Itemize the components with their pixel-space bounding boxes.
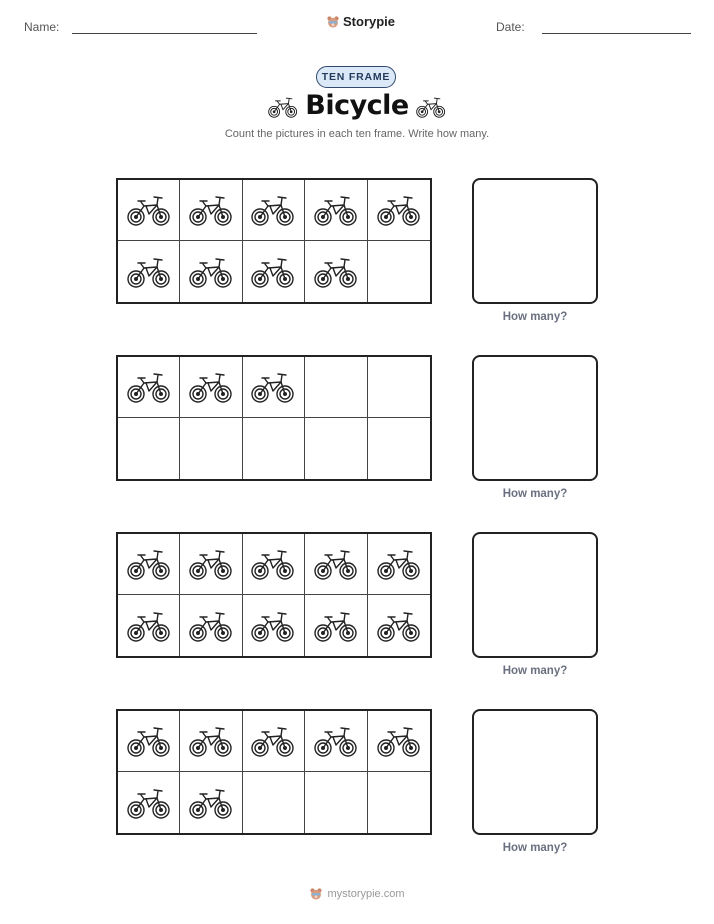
ten-frame-cell bbox=[118, 357, 180, 418]
answer-box[interactable] bbox=[472, 532, 598, 658]
bicycle-icon bbox=[127, 254, 171, 290]
ten-frame-cell bbox=[368, 534, 430, 595]
name-label: Name: bbox=[24, 20, 60, 34]
ten-frame bbox=[116, 355, 432, 481]
ten-frame-cell bbox=[305, 595, 367, 656]
ten-frame-cell bbox=[180, 595, 242, 656]
how-many-label: How many? bbox=[502, 311, 568, 323]
ten-frame-cell bbox=[118, 418, 180, 479]
footer-url: mystorypie.com bbox=[327, 888, 405, 900]
ten-frame-cell bbox=[368, 180, 430, 241]
bicycle-icon bbox=[189, 369, 233, 405]
ten-frame-cell bbox=[368, 772, 430, 833]
ten-frame-cell bbox=[243, 418, 305, 479]
ten-frame-cell bbox=[305, 772, 367, 833]
ten-frame-cell bbox=[305, 534, 367, 595]
bicycle-icon bbox=[416, 94, 446, 120]
footer bbox=[0, 887, 714, 901]
date-line[interactable] bbox=[542, 33, 691, 34]
how-many-label: How many? bbox=[502, 842, 568, 854]
how-many-label: How many? bbox=[502, 665, 568, 677]
bicycle-icon bbox=[127, 723, 171, 759]
ten-frame-cell bbox=[305, 418, 367, 479]
ten-frame-cell bbox=[180, 711, 242, 772]
ten-frame-cell bbox=[118, 772, 180, 833]
ten-frame-cell bbox=[368, 418, 430, 479]
bear-icon bbox=[309, 887, 323, 901]
ten-frame-cell bbox=[180, 772, 242, 833]
ten-frame-cell bbox=[305, 711, 367, 772]
bicycle-icon bbox=[189, 546, 233, 582]
ten-frame-cell bbox=[305, 180, 367, 241]
bicycle-icon bbox=[189, 723, 233, 759]
bicycle-icon bbox=[251, 723, 295, 759]
ten-frame-cell bbox=[243, 711, 305, 772]
ten-frame-badge: TEN FRAME bbox=[316, 66, 396, 88]
bicycle-icon bbox=[189, 192, 233, 228]
bicycle-icon bbox=[127, 192, 171, 228]
ten-frame-cell bbox=[243, 595, 305, 656]
ten-frame-cell bbox=[180, 418, 242, 479]
how-many-label: How many? bbox=[502, 488, 568, 500]
bicycle-icon bbox=[127, 608, 171, 644]
bicycle-icon bbox=[314, 254, 358, 290]
ten-frame-cell bbox=[118, 241, 180, 302]
answer-box[interactable] bbox=[472, 178, 598, 304]
ten-frame-cell bbox=[243, 772, 305, 833]
bicycle-icon bbox=[127, 546, 171, 582]
brand-logo bbox=[326, 14, 395, 29]
bicycle-icon bbox=[377, 192, 421, 228]
ten-frame-cell bbox=[243, 357, 305, 418]
bicycle-icon bbox=[251, 254, 295, 290]
ten-frame-cell bbox=[243, 241, 305, 302]
answer-box[interactable] bbox=[472, 355, 598, 481]
bicycle-icon bbox=[314, 546, 358, 582]
ten-frame bbox=[116, 178, 432, 304]
ten-frame-cell bbox=[118, 711, 180, 772]
name-line[interactable] bbox=[72, 33, 257, 34]
bicycle-icon bbox=[314, 608, 358, 644]
bicycle-icon bbox=[377, 608, 421, 644]
ten-frame-cell bbox=[180, 241, 242, 302]
answer-box[interactable] bbox=[472, 709, 598, 835]
ten-frame bbox=[116, 709, 432, 835]
ten-frame-cell bbox=[118, 180, 180, 241]
ten-frame-cell bbox=[243, 534, 305, 595]
ten-frame-cell bbox=[180, 357, 242, 418]
ten-frame-cell bbox=[368, 357, 430, 418]
ten-frame bbox=[116, 532, 432, 658]
ten-frame-cell bbox=[305, 241, 367, 302]
bicycle-icon bbox=[251, 546, 295, 582]
bicycle-icon bbox=[189, 608, 233, 644]
ten-frame-cell bbox=[118, 534, 180, 595]
date-label: Date: bbox=[496, 20, 525, 34]
bicycle-icon bbox=[314, 723, 358, 759]
brand-name: Storypie bbox=[343, 14, 396, 29]
ten-frame-cell bbox=[368, 711, 430, 772]
bear-icon bbox=[326, 15, 340, 29]
ten-frame-cell bbox=[243, 180, 305, 241]
page-title: Bicycle bbox=[305, 90, 409, 121]
instructions: Count the pictures in each ten frame. Write how many. bbox=[224, 128, 490, 140]
ten-frame-cell bbox=[180, 534, 242, 595]
bicycle-icon bbox=[251, 608, 295, 644]
ten-frame-cell bbox=[368, 241, 430, 302]
bicycle-icon bbox=[251, 192, 295, 228]
bicycle-icon bbox=[127, 785, 171, 821]
bicycle-icon bbox=[314, 192, 358, 228]
ten-frame-cell bbox=[180, 180, 242, 241]
ten-frame-cell bbox=[118, 595, 180, 656]
bicycle-icon bbox=[189, 785, 233, 821]
bicycle-icon bbox=[377, 546, 421, 582]
bicycle-icon bbox=[251, 369, 295, 405]
ten-frame-cell bbox=[305, 357, 367, 418]
bicycle-icon bbox=[189, 254, 233, 290]
bicycle-icon bbox=[377, 723, 421, 759]
ten-frame-cell bbox=[368, 595, 430, 656]
bicycle-icon bbox=[127, 369, 171, 405]
